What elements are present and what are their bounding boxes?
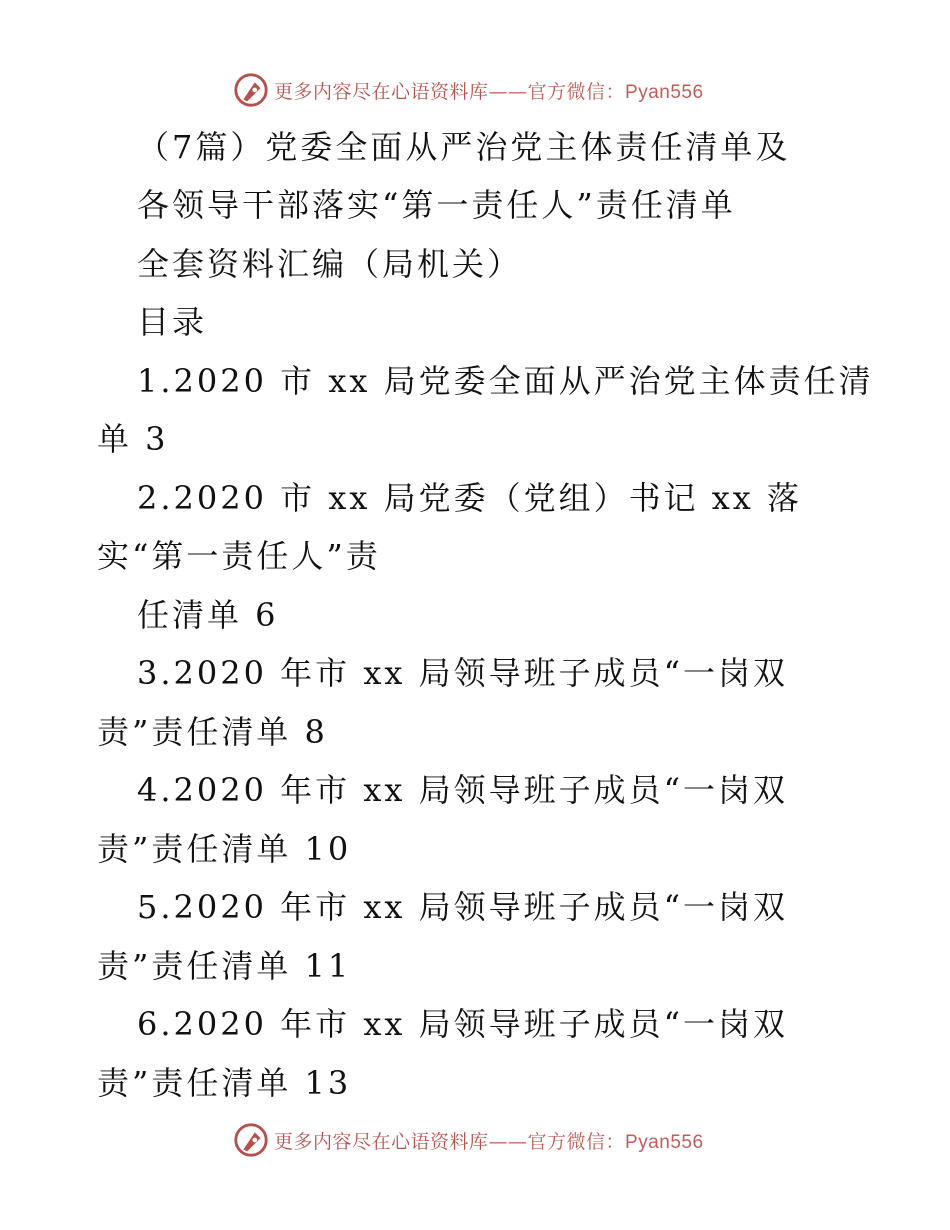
pen-nib-circle-icon xyxy=(232,1121,270,1159)
toc-entry-1-line-1: 1.2020 市 xx 局党委全面从严治党主体责任清 xyxy=(137,362,874,400)
toc-entry-6-line-2: 责”责任清单 13 xyxy=(97,1064,352,1102)
toc-entry-4-line-2: 责”责任清单 10 xyxy=(97,830,352,868)
toc-entry-3-line-1: 3.2020 年市 xx 局领导班子成员“一岗双 xyxy=(137,654,788,692)
watermark-footer xyxy=(232,1120,704,1160)
toc-entry-4-line-1: 4.2020 年市 xx 局领导班子成员“一岗双 xyxy=(137,771,788,809)
toc-heading: 目录 xyxy=(137,303,208,341)
toc-entry-5-line-2: 责”责任清单 11 xyxy=(97,947,352,985)
doc-title-line-3: 全套资料汇编（局机关） xyxy=(137,245,523,283)
doc-title-line-2: 各领导干部落实“第一责任人”责任清单 xyxy=(137,186,736,224)
toc-entry-2-line-2: 实“第一责任人”责 xyxy=(97,537,381,575)
doc-title-line-1: （7篇）党委全面从严治党主体责任清单及 xyxy=(137,128,791,166)
watermark-header xyxy=(232,70,704,110)
toc-entry-1-line-2: 单 3 xyxy=(97,420,169,458)
toc-entry-2-line-1: 2.2020 市 xx 局党委（党组）书记 xx 落 xyxy=(137,479,803,517)
watermark-text: 更多内容尽在心语资料库——官方微信：Pyan556 xyxy=(274,1130,704,1153)
toc-entry-5-line-1: 5.2020 年市 xx 局领导班子成员“一岗双 xyxy=(137,888,788,926)
watermark-text: 更多内容尽在心语资料库——官方微信：Pyan556 xyxy=(274,80,704,103)
toc-entry-6-line-1: 6.2020 年市 xx 局领导班子成员“一岗双 xyxy=(137,1005,788,1043)
toc-entry-2-line-3: 任清单 6 xyxy=(137,596,279,634)
pen-nib-circle-icon xyxy=(232,71,270,109)
toc-entry-3-line-2: 责”责任清单 8 xyxy=(97,713,328,751)
